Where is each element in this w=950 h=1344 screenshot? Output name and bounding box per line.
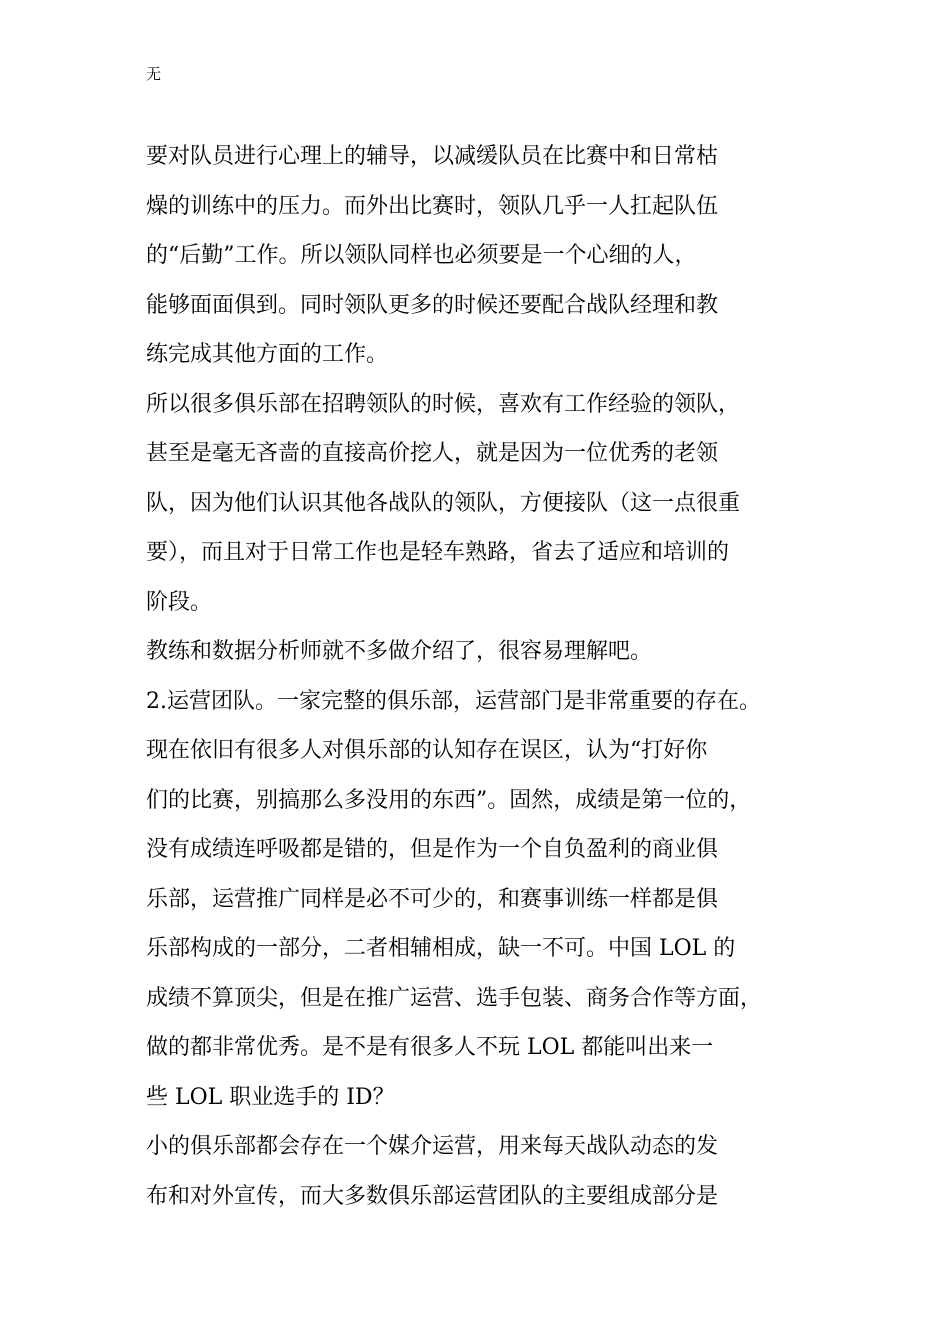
text-line: 乐部，运营推广同样是必不可少的，和赛事训练一样都是俱	[146, 886, 719, 912]
text-line: 阶段。	[146, 589, 213, 615]
text-line: 教练和数据分析师就不多做介绍了，很容易理解吧。	[146, 639, 653, 664]
text-line: 要），而且对于日常工作也是轻车熟路，省去了适应和培训的	[146, 540, 730, 565]
text-line: 乐部构成的一部分，二者相辅相成，缺一不可。中国 LOL 的	[146, 936, 736, 961]
text-line: 练完成其他方面的工作。	[146, 342, 389, 367]
document-body	[146, 132, 826, 1221]
text-line: 要对队员进行心理上的辅导，以减缓队员在比赛中和日常枯	[146, 144, 719, 169]
text-line: 布和对外宣传，而大多数俱乐部运营团队的主要组成部分是	[146, 1183, 719, 1209]
text-line: 小的俱乐部都会存在一个媒介运营，用来每天战队动态的发	[146, 1134, 719, 1159]
text-line: 做的都非常优秀。是不是有很多人不玩 LOL 都能叫出来一	[146, 1035, 714, 1060]
text-line: 2.运营团队。一家完整的俱乐部，运营部门是非常重要的存在。	[146, 688, 761, 714]
text-line: 些 LOL 职业选手的 ID？	[146, 1084, 395, 1110]
text-line: 所以很多俱乐部在招聘领队的时候，喜欢有工作经验的领队，	[146, 391, 741, 417]
text-line: 队，因为他们认识其他各战队的领队，方便接队（这一点很重	[146, 490, 741, 516]
text-line: 没有成绩连呼吸都是错的，但是作为一个自负盈利的商业俱	[146, 837, 719, 862]
text-line: 现在依旧有很多人对俱乐部的认知存在误区，认为“打好你	[146, 738, 708, 763]
text-line: 甚至是毫无吝啬的直接高价挖人，就是因为一位优秀的老领	[146, 441, 719, 466]
page-header: 无	[146, 65, 162, 83]
text-line: 能够面面俱到。同时领队更多的时候还要配合战队经理和教	[146, 292, 719, 318]
text-line: 燥的训练中的压力。而外出比赛时，领队几乎一人扛起队伍	[146, 193, 719, 219]
text-line: 成绩不算顶尖，但是在推广运营、选手包装、商务合作等方面，	[146, 985, 763, 1011]
text-line: 们的比赛，别搞那么多没用的东西”。固然，成绩是第一位的，	[146, 787, 752, 813]
text-line: 的“后勤”工作。所以领队同样也必须要是一个心细的人，	[146, 243, 697, 268]
